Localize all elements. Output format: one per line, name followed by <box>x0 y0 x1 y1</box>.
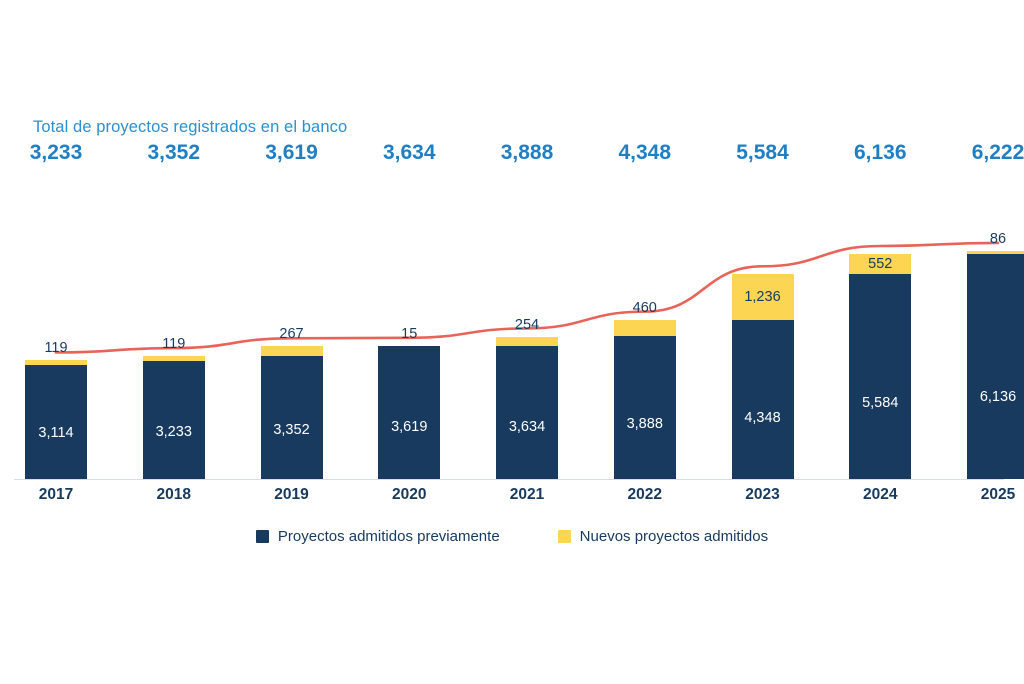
bar-label-previous: 3,114 <box>38 425 74 442</box>
x-tick-label: 2025 <box>980 486 1016 503</box>
bar-segment-previous <box>261 356 323 479</box>
bar-label-new: 267 <box>279 326 304 343</box>
bar-segment-new <box>732 274 794 319</box>
legend-item[interactable] <box>256 528 500 545</box>
total-value: 3,619 <box>265 141 318 164</box>
bar-segment-previous <box>496 346 558 479</box>
bar-label-new: 15 <box>401 325 418 342</box>
bar-group <box>25 340 87 479</box>
bar-segment-previous <box>614 336 676 479</box>
bar-group <box>143 336 205 479</box>
bar-label-previous: 6,136 <box>979 388 1017 405</box>
x-tick-label: 2019 <box>274 486 309 503</box>
chart-legend <box>0 528 1024 545</box>
bar-group <box>496 316 558 479</box>
bar-segment-new <box>496 316 558 346</box>
plot-area <box>10 196 1017 480</box>
bar-label-previous: 5,584 <box>862 395 899 412</box>
x-tick-label: 2020 <box>392 486 427 503</box>
total-value: 3,233 <box>29 141 83 164</box>
legend-swatch-icon <box>256 530 269 543</box>
total-value: 6,136 <box>853 141 907 164</box>
total-value: 5,584 <box>736 141 789 164</box>
bar-group <box>378 325 440 479</box>
bar-segment-previous <box>849 274 911 479</box>
x-tick-label: 2018 <box>156 486 191 503</box>
bar-segment-previous <box>143 361 205 480</box>
bar-segment-previous <box>25 365 87 479</box>
bar-label-previous: 3,233 <box>155 423 192 440</box>
total-value: 4,348 <box>618 141 672 164</box>
bar-segment-new <box>849 254 911 274</box>
legend-label: Proyectos admitidos previamente <box>277 528 500 545</box>
x-tick-label: 2021 <box>509 486 545 503</box>
bar-label-previous: 4,348 <box>744 410 781 427</box>
bar-segment-previous <box>732 320 794 479</box>
bar-label-previous: 3,634 <box>508 419 546 436</box>
totals-header <box>29 118 1024 171</box>
totals-row <box>29 141 1024 171</box>
bar-group <box>967 230 1024 479</box>
bar-label-new: 552 <box>868 256 893 273</box>
legend-swatch-icon <box>558 530 571 543</box>
bar-label-new: 460 <box>632 299 657 316</box>
x-tick-label: 2024 <box>863 486 898 503</box>
bar-label-new: 119 <box>162 336 186 353</box>
axis-baseline <box>14 479 1004 480</box>
x-axis <box>10 486 1014 512</box>
legend-label: Nuevos proyectos admitidos <box>579 528 769 545</box>
x-tick-label: 2017 <box>38 486 74 503</box>
bar-segment-previous <box>378 346 440 479</box>
bar-segment-new <box>614 299 676 337</box>
total-value: 6,222 <box>971 141 1024 164</box>
bar-segment-new <box>261 326 323 356</box>
bar-label-previous: 3,888 <box>626 415 663 432</box>
x-tick-label: 2023 <box>745 486 780 503</box>
bar-label-new: 86 <box>989 230 1007 247</box>
bar-group <box>732 274 794 479</box>
bar-group <box>614 299 676 479</box>
bar-group <box>849 254 911 479</box>
bar-segment-previous <box>967 254 1024 479</box>
bar-group <box>261 326 323 479</box>
bar-label-previous: 3,619 <box>391 419 428 436</box>
total-value: 3,352 <box>147 141 201 164</box>
total-value: 3,634 <box>382 141 436 164</box>
bar-label-previous: 3,352 <box>273 422 310 439</box>
bar-label-new: 1,236 <box>744 288 781 305</box>
bar-label-new: 119 <box>44 340 68 357</box>
legend-item[interactable] <box>558 528 768 545</box>
x-tick-label: 2022 <box>627 486 662 503</box>
totals-caption: Total de proyectos registrados en el banco <box>33 118 348 136</box>
bar-label-new: 254 <box>514 316 540 333</box>
total-value: 3,888 <box>500 141 554 164</box>
